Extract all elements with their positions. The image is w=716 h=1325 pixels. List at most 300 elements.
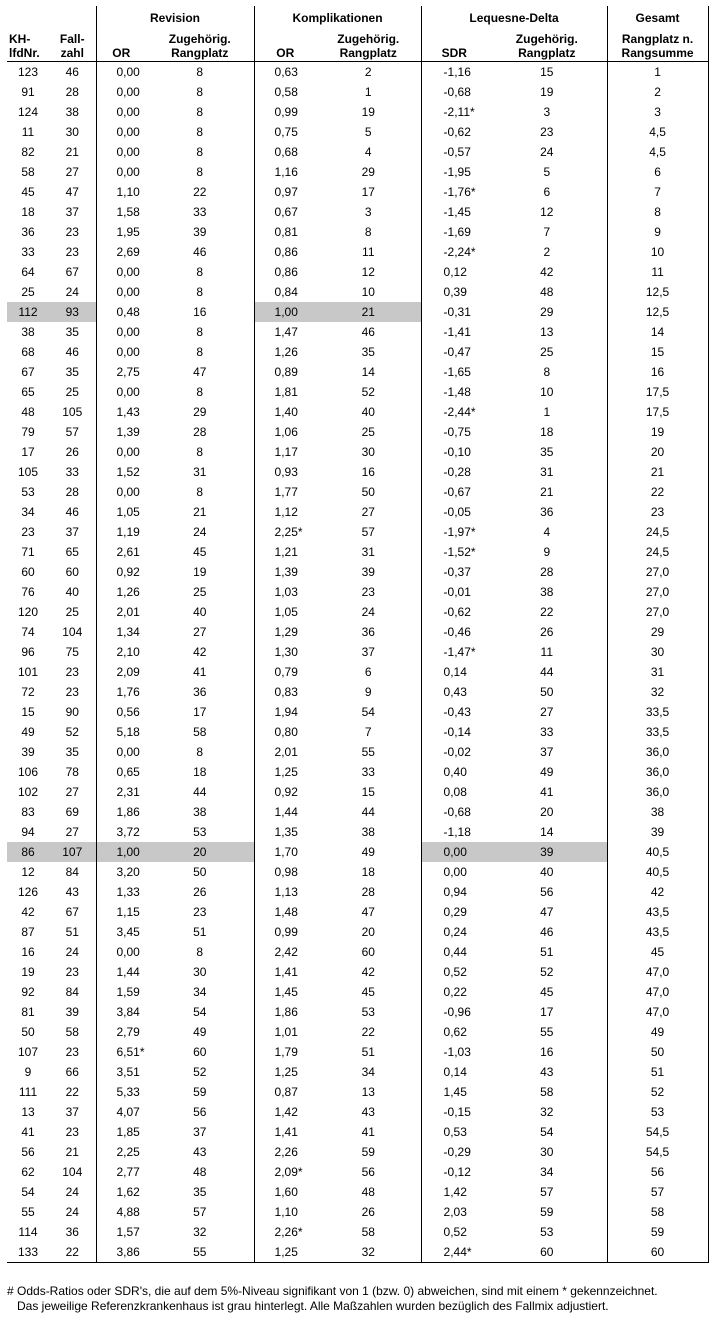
cell-revision-rang: 33 [146, 202, 254, 222]
cell-fallzahl: 67 [49, 902, 96, 922]
table-row [7, 122, 708, 142]
header-rang-line1: Rangplatz n. [621, 32, 694, 46]
cell-lequesne-sdr: 0,12 [443, 265, 467, 279]
cell-lequesne-sdr: -2,44* [443, 405, 476, 419]
cell-lequesne-rang: 14 [487, 822, 607, 842]
table-row [7, 802, 708, 822]
cell-revision-or: 0,00 [116, 385, 140, 399]
cell-revision-or: 1,00 [96, 842, 146, 862]
cell-fallzahl: 40 [49, 582, 96, 602]
cell-lequesne-rang: 44 [487, 662, 607, 682]
cell-lequesne-sdr: 1,42 [443, 1185, 467, 1199]
cell-lequesne-rang: 41 [487, 782, 607, 802]
table-row [7, 702, 708, 722]
cell-kompl-or: 2,25* [274, 525, 303, 539]
cell-fallzahl: 22 [49, 1082, 96, 1102]
table-row [7, 102, 708, 122]
cell-revision-rang: 48 [146, 1162, 254, 1182]
cell-kh-lfdnr: 106 [17, 765, 39, 779]
cell-kompl-rang: 10 [316, 282, 421, 302]
cell-revision-or: 2,69 [116, 245, 140, 259]
cell-kh-lfdnr: 91 [21, 85, 35, 99]
cell-kh-lfdnr: 79 [21, 425, 35, 439]
cell-revision-rang: 8 [146, 142, 254, 162]
table-row [7, 62, 708, 83]
cell-lequesne-sdr: 0,40 [443, 765, 467, 779]
header-lequesne: Lequesne-Delta [421, 6, 607, 30]
cell-kompl-rang: 54 [316, 702, 421, 722]
cell-kh-lfdnr: 64 [21, 265, 35, 279]
cell-revision-rang: 8 [146, 162, 254, 182]
cell-revision-rang: 8 [146, 62, 254, 83]
cell-lequesne-rang: 60 [487, 1242, 607, 1263]
cell-revision-or: 1,19 [116, 525, 140, 539]
cell-kompl-rang: 22 [316, 1022, 421, 1042]
table-row [7, 842, 708, 862]
table-row [7, 1182, 708, 1202]
cell-lequesne-rang: 39 [487, 842, 607, 862]
table-row [7, 1002, 708, 1022]
cell-lequesne-sdr: -0,10 [443, 445, 471, 459]
cell-kompl-or: 0,86 [274, 265, 298, 279]
cell-fallzahl: 23 [49, 242, 96, 262]
cell-revision-rang: 8 [146, 322, 254, 342]
cell-kompl-rang: 30 [316, 442, 421, 462]
cell-revision-rang: 23 [146, 902, 254, 922]
cell-revision-or: 2,61 [116, 545, 140, 559]
cell-kompl-rang: 33 [316, 762, 421, 782]
cell-kompl-or: 2,42 [274, 945, 298, 959]
header-revision: Revision [96, 6, 254, 30]
cell-revision-rang: 8 [146, 342, 254, 362]
cell-revision-or: 0,00 [116, 145, 140, 159]
cell-lequesne-rang: 36 [487, 502, 607, 522]
cell-kompl-rang: 24 [316, 602, 421, 622]
cell-revision-rang: 49 [146, 1022, 254, 1042]
cell-lequesne-rang: 40 [487, 862, 607, 882]
cell-kh-lfdnr: 25 [21, 285, 35, 299]
cell-revision-or: 0,00 [116, 85, 140, 99]
cell-kh-lfdnr: 81 [21, 1005, 35, 1019]
header-kh-lfdnr [7, 30, 49, 62]
cell-gesamt-rang: 36,0 [607, 742, 708, 762]
cell-kompl-or: 1,10 [274, 1205, 298, 1219]
cell-kompl-rang: 34 [316, 1062, 421, 1082]
cell-kompl-rang: 12 [316, 262, 421, 282]
ranking-table [7, 6, 709, 1263]
cell-lequesne-rang: 32 [487, 1102, 607, 1122]
cell-kompl-rang: 7 [316, 722, 421, 742]
cell-lequesne-rang: 53 [487, 1222, 607, 1242]
table-row [7, 342, 708, 362]
cell-lequesne-rang: 7 [487, 222, 607, 242]
cell-kompl-rang: 40 [316, 402, 421, 422]
cell-kompl-rang: 56 [316, 1162, 421, 1182]
cell-kh-lfdnr: 38 [21, 325, 35, 339]
cell-lequesne-rang: 55 [487, 1022, 607, 1042]
table-row [7, 942, 708, 962]
cell-revision-rang: 56 [146, 1102, 254, 1122]
footnote [7, 1284, 712, 1314]
cell-kompl-or: 1,17 [274, 445, 298, 459]
cell-kompl-or: 1,01 [274, 1025, 298, 1039]
cell-revision-or: 2,79 [116, 1025, 140, 1039]
cell-kh-lfdnr: 124 [17, 105, 39, 119]
cell-lequesne-rang: 59 [487, 1202, 607, 1222]
header-komplikationen: Komplikationen [254, 6, 421, 30]
cell-fallzahl: 51 [49, 922, 96, 942]
cell-revision-or: 1,33 [116, 885, 140, 899]
cell-fallzahl: 35 [49, 322, 96, 342]
cell-gesamt-rang: 36,0 [607, 782, 708, 802]
table-row [7, 562, 708, 582]
cell-lequesne-sdr: -1,97* [443, 525, 476, 539]
cell-kompl-or: 1,35 [274, 825, 298, 839]
cell-lequesne-sdr: 2,03 [443, 1205, 467, 1219]
cell-fallzahl: 30 [49, 122, 96, 142]
cell-lequesne-sdr: -0,14 [443, 725, 471, 739]
cell-fallzahl: 66 [49, 1062, 96, 1082]
cell-revision-rang: 32 [146, 1222, 254, 1242]
cell-revision-rang: 8 [146, 742, 254, 762]
cell-revision-rang: 27 [146, 622, 254, 642]
cell-fallzahl: 65 [49, 542, 96, 562]
cell-kompl-rang: 28 [316, 882, 421, 902]
cell-revision-or: 2,10 [116, 645, 140, 659]
cell-lequesne-rang: 5 [487, 162, 607, 182]
cell-gesamt-rang: 21 [607, 462, 708, 482]
cell-kompl-or: 1,40 [274, 405, 298, 419]
table-row [7, 522, 708, 542]
cell-fallzahl: 23 [49, 682, 96, 702]
cell-gesamt-rang: 15 [607, 342, 708, 362]
cell-fallzahl: 24 [49, 282, 96, 302]
cell-revision-rang: 52 [146, 1062, 254, 1082]
cell-revision-or: 0,48 [116, 305, 140, 319]
cell-gesamt-rang: 2 [607, 82, 708, 102]
cell-kh-lfdnr: 120 [17, 605, 39, 619]
cell-lequesne-sdr: -1,52* [443, 545, 476, 559]
cell-revision-rang: 60 [146, 1042, 254, 1062]
cell-revision-or: 2,77 [116, 1165, 140, 1179]
header-fall-line2: zahl [60, 46, 84, 60]
cell-kh-lfdnr: 49 [21, 725, 35, 739]
cell-gesamt-rang: 4,5 [607, 142, 708, 162]
table-row [7, 962, 708, 982]
header-row-columns [7, 30, 708, 62]
cell-kompl-or: 0,89 [274, 365, 298, 379]
cell-revision-rang: 30 [146, 962, 254, 982]
table-body [7, 62, 708, 1263]
cell-kompl-or: 1,06 [274, 425, 298, 439]
cell-kh-lfdnr: 114 [18, 1225, 38, 1239]
cell-kompl-rang: 21 [316, 302, 421, 322]
cell-fallzahl: 90 [49, 702, 96, 722]
cell-kompl-rang: 14 [316, 362, 421, 382]
cell-kompl-rang: 5 [316, 122, 421, 142]
cell-gesamt-rang: 58 [607, 1202, 708, 1222]
cell-gesamt-rang: 27,0 [607, 602, 708, 622]
cell-kompl-or: 0,68 [274, 145, 298, 159]
cell-revision-or: 1,62 [116, 1185, 140, 1199]
cell-revision-or: 4,07 [116, 1105, 140, 1119]
cell-fallzahl: 22 [49, 1242, 96, 1263]
cell-gesamt-rang: 8 [607, 202, 708, 222]
cell-revision-or: 1,57 [116, 1225, 140, 1239]
cell-gesamt-rang: 54,5 [607, 1122, 708, 1142]
cell-fallzahl: 69 [49, 802, 96, 822]
table-row [7, 1142, 708, 1162]
cell-kh-lfdnr: 60 [21, 565, 35, 579]
cell-lequesne-sdr: -0,43 [443, 705, 471, 719]
cell-lequesne-sdr: -1,95 [443, 165, 471, 179]
cell-gesamt-rang: 56 [607, 1162, 708, 1182]
cell-revision-or: 1,95 [116, 225, 140, 239]
cell-kh-lfdnr: 55 [21, 1205, 35, 1219]
cell-revision-rang: 8 [146, 282, 254, 302]
cell-kompl-rang: 46 [316, 322, 421, 342]
cell-revision-or: 0,00 [116, 485, 140, 499]
cell-kh-lfdnr: 33 [21, 245, 35, 259]
cell-revision-rang: 8 [146, 262, 254, 282]
cell-lequesne-sdr: -0,05 [443, 505, 471, 519]
cell-revision-rang: 19 [146, 562, 254, 582]
cell-lequesne-rang: 20 [487, 802, 607, 822]
cell-revision-or: 0,00 [116, 265, 140, 279]
table-row [7, 922, 708, 942]
cell-lequesne-rang: 6 [487, 182, 607, 202]
cell-kompl-rang: 1 [316, 82, 421, 102]
cell-gesamt-rang: 33,5 [607, 702, 708, 722]
cell-fallzahl: 24 [49, 1182, 96, 1202]
cell-fallzahl: 39 [49, 1002, 96, 1022]
cell-lequesne-rang: 19 [487, 82, 607, 102]
cell-lequesne-rang: 13 [487, 322, 607, 342]
cell-kompl-rang: 42 [316, 962, 421, 982]
cell-lequesne-sdr: -2,11* [443, 105, 475, 119]
cell-gesamt-rang: 19 [607, 422, 708, 442]
cell-revision-rang: 34 [146, 982, 254, 1002]
header-zug-line2: Rangplatz [171, 46, 229, 60]
table-row [7, 382, 708, 402]
cell-kompl-rang: 3 [316, 202, 421, 222]
cell-kompl-or: 1,13 [274, 885, 298, 899]
table-row [7, 242, 708, 262]
cell-lequesne-rang: 35 [487, 442, 607, 462]
cell-kompl-rang: 44 [316, 802, 421, 822]
cell-revision-rang: 57 [146, 1202, 254, 1222]
cell-gesamt-rang: 40,5 [607, 862, 708, 882]
cell-fallzahl: 43 [49, 882, 96, 902]
cell-fallzahl: 28 [49, 82, 96, 102]
cell-lequesne-sdr: -0,12 [443, 1165, 471, 1179]
cell-kompl-or: 0,93 [274, 465, 298, 479]
cell-revision-or: 0,00 [116, 345, 140, 359]
cell-gesamt-rang: 39 [607, 822, 708, 842]
cell-gesamt-rang: 7 [607, 182, 708, 202]
cell-fallzahl: 23 [49, 662, 96, 682]
table-row [7, 862, 708, 882]
header-blank-kh [7, 6, 49, 30]
cell-gesamt-rang: 42 [607, 882, 708, 902]
cell-revision-or: 1,05 [116, 505, 140, 519]
cell-revision-rang: 28 [146, 422, 254, 442]
cell-kh-lfdnr: 12 [21, 865, 35, 879]
cell-revision-or: 0,00 [116, 65, 140, 79]
cell-kh-lfdnr: 45 [21, 185, 35, 199]
cell-revision-or: 5,33 [116, 1085, 140, 1099]
cell-lequesne-sdr: -2,24* [443, 245, 476, 259]
cell-lequesne-rang: 52 [487, 962, 607, 982]
header-kh-line2: lfdNr. [9, 46, 40, 60]
cell-revision-or: 1,43 [116, 405, 140, 419]
cell-revision-or: 1,15 [116, 905, 140, 919]
cell-fallzahl: 24 [49, 1202, 96, 1222]
cell-revision-or: 0,00 [116, 745, 140, 759]
header-zug-line1: Zugehörig. [168, 32, 231, 46]
cell-kh-lfdnr: 39 [21, 745, 35, 759]
cell-kompl-rang: 11 [316, 242, 421, 262]
cell-lequesne-sdr: -1,65 [443, 365, 471, 379]
cell-kh-lfdnr: 71 [21, 545, 35, 559]
footnote-line2: Das jeweilige Referenzkrankenhaus ist grau hinterlegt. Alle Maßzahlen wurden bezüglich des Fallmix adjustiert. [17, 1299, 609, 1313]
table-row [7, 542, 708, 562]
cell-kompl-rang: 25 [316, 422, 421, 442]
header-zug-line1: Zugehörig. [337, 32, 400, 46]
cell-revision-or: 0,00 [116, 165, 140, 179]
cell-revision-or: 0,56 [116, 705, 140, 719]
cell-lequesne-sdr: -0,57 [443, 145, 471, 159]
cell-kompl-or: 1,29 [274, 625, 298, 639]
cell-revision-or: 0,00 [116, 285, 140, 299]
cell-kh-lfdnr: 58 [21, 165, 35, 179]
cell-revision-or: 1,44 [116, 965, 140, 979]
table-row [7, 182, 708, 202]
cell-kh-lfdnr: 15 [21, 705, 35, 719]
cell-lequesne-sdr: 0,44 [443, 945, 467, 959]
header-revision-rang [146, 30, 254, 62]
cell-kompl-or: 1,47 [274, 325, 298, 339]
cell-kh-lfdnr: 92 [21, 985, 35, 999]
cell-revision-rang: 58 [146, 722, 254, 742]
cell-kompl-or: 0,98 [274, 865, 298, 879]
cell-kh-lfdnr: 23 [21, 525, 35, 539]
cell-lequesne-rang: 25 [487, 342, 607, 362]
cell-gesamt-rang: 47,0 [607, 982, 708, 1002]
cell-revision-or: 4,88 [116, 1205, 140, 1219]
cell-kompl-rang: 23 [316, 582, 421, 602]
cell-kompl-or: 2,09* [274, 1165, 303, 1179]
cell-fallzahl: 78 [49, 762, 96, 782]
cell-gesamt-rang: 47,0 [607, 962, 708, 982]
cell-fallzahl: 33 [49, 462, 96, 482]
cell-gesamt-rang: 24,5 [607, 522, 708, 542]
cell-lequesne-rang: 42 [487, 262, 607, 282]
cell-gesamt-rang: 38 [607, 802, 708, 822]
cell-kompl-rang: 13 [316, 1082, 421, 1102]
cell-kompl-or: 1,42 [274, 1105, 298, 1119]
cell-revision-rang: 39 [146, 222, 254, 242]
cell-lequesne-rang: 38 [487, 582, 607, 602]
cell-kh-lfdnr: 53 [21, 485, 35, 499]
cell-kompl-or: 0,75 [274, 125, 298, 139]
cell-kh-lfdnr: 18 [21, 205, 35, 219]
cell-revision-rang: 31 [146, 462, 254, 482]
cell-lequesne-rang: 17 [487, 1002, 607, 1022]
cell-kh-lfdnr: 74 [21, 625, 35, 639]
cell-revision-or: 2,75 [116, 365, 140, 379]
cell-revision-rang: 35 [146, 1182, 254, 1202]
cell-gesamt-rang: 32 [607, 682, 708, 702]
cell-revision-or: 1,86 [116, 805, 140, 819]
cell-kh-lfdnr: 56 [21, 1145, 35, 1159]
cell-fallzahl: 25 [49, 602, 96, 622]
cell-gesamt-rang: 12,5 [607, 282, 708, 302]
cell-lequesne-sdr: 0,22 [443, 985, 467, 999]
cell-kompl-rang: 19 [316, 102, 421, 122]
cell-fallzahl: 107 [49, 842, 96, 862]
cell-gesamt-rang: 54,5 [607, 1142, 708, 1162]
cell-kompl-or: 0,99 [274, 925, 298, 939]
cell-lequesne-rang: 45 [487, 982, 607, 1002]
cell-kompl-rang: 29 [316, 162, 421, 182]
cell-revision-rang: 8 [146, 382, 254, 402]
cell-revision-rang: 50 [146, 862, 254, 882]
cell-lequesne-sdr: -1,41 [443, 325, 471, 339]
cell-fallzahl: 37 [49, 202, 96, 222]
cell-lequesne-sdr: 0,94 [443, 885, 467, 899]
cell-revision-rang: 24 [146, 522, 254, 542]
cell-lequesne-sdr: 0,00 [421, 842, 487, 862]
cell-kompl-rang: 41 [316, 1122, 421, 1142]
header-kompl-rang [316, 30, 421, 62]
cell-kompl-rang: 4 [316, 142, 421, 162]
cell-gesamt-rang: 50 [607, 1042, 708, 1062]
cell-kompl-rang: 50 [316, 482, 421, 502]
table-row [7, 982, 708, 1002]
cell-kh-lfdnr: 82 [21, 145, 35, 159]
table-row [7, 202, 708, 222]
cell-kh-lfdnr: 36 [21, 225, 35, 239]
table-row [7, 622, 708, 642]
cell-revision-rang: 8 [146, 122, 254, 142]
table-row [7, 422, 708, 442]
cell-kompl-or: 1,60 [274, 1185, 298, 1199]
cell-revision-or: 2,01 [116, 605, 140, 619]
cell-fallzahl: 36 [49, 1222, 96, 1242]
cell-lequesne-sdr: -0,01 [443, 585, 471, 599]
cell-lequesne-sdr: -1,47* [443, 645, 476, 659]
cell-gesamt-rang: 45 [607, 942, 708, 962]
cell-kompl-or: 1,41 [274, 1125, 298, 1139]
cell-kompl-rang: 49 [316, 842, 421, 862]
cell-revision-rang: 44 [146, 782, 254, 802]
cell-fallzahl: 46 [49, 62, 96, 83]
cell-lequesne-rang: 18 [487, 422, 607, 442]
cell-kompl-rang: 9 [316, 682, 421, 702]
cell-lequesne-rang: 15 [487, 62, 607, 83]
table-row [7, 1122, 708, 1142]
cell-kompl-or: 1,39 [274, 565, 298, 579]
cell-kompl-rang: 39 [316, 562, 421, 582]
cell-gesamt-rang: 6 [607, 162, 708, 182]
cell-lequesne-sdr: 2,44* [421, 1242, 487, 1263]
header-fallzahl [49, 30, 96, 62]
cell-revision-or: 3,20 [116, 865, 140, 879]
cell-kh-lfdnr: 72 [21, 685, 35, 699]
cell-lequesne-sdr: -1,48 [443, 385, 471, 399]
cell-lequesne-rang: 56 [487, 882, 607, 902]
